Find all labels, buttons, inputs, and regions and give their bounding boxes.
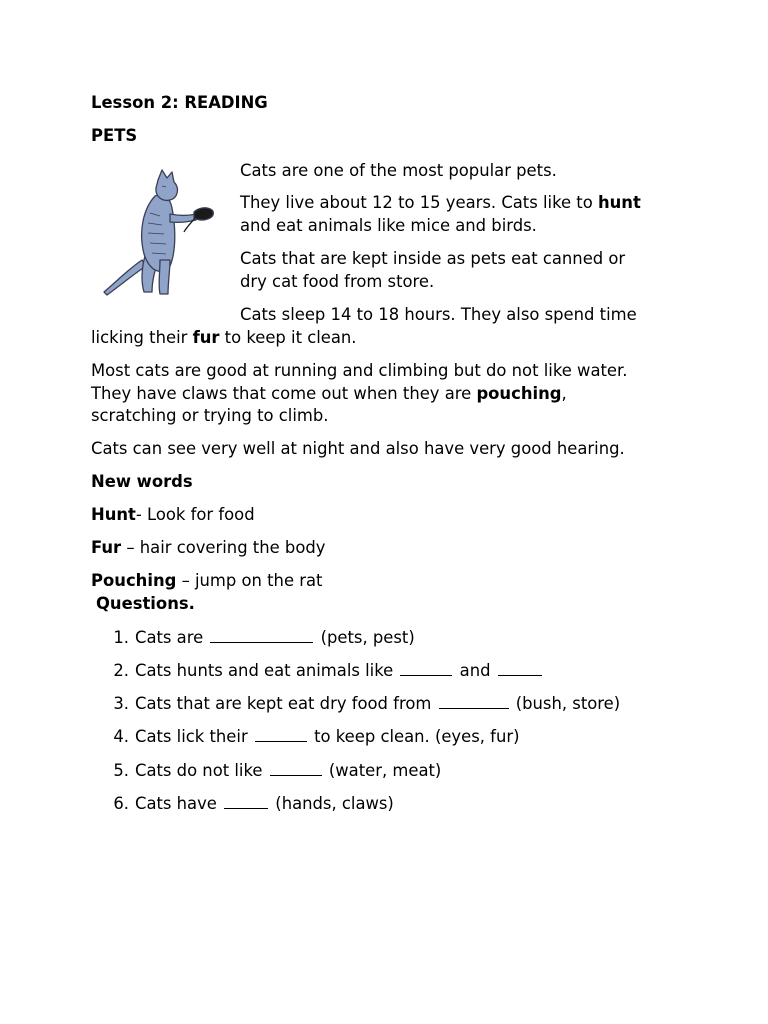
question-options: (hands, claws) (270, 794, 394, 813)
answer-blank[interactable] (210, 626, 313, 643)
paragraph-5-line-1: Most cats are good at running and climbing but do not like water. (91, 361, 628, 380)
new-word-definition: - Look for food (135, 505, 255, 524)
paragraph-4-text-end: to keep it clean. (219, 328, 357, 347)
new-words-heading: New words (91, 472, 193, 491)
question-number: 1. (113, 628, 129, 647)
question-text: Cats have (135, 794, 223, 813)
question-5 (107, 759, 441, 782)
question-text: Cats that are kept eat dry food from (135, 694, 437, 713)
paragraph-5-line-2 (91, 383, 567, 405)
question-options: to keep clean. (eyes, fur) (308, 727, 520, 746)
new-word-definition: – jump on the rat (176, 571, 323, 590)
paragraph-4-text: licking their (91, 328, 193, 347)
question-text: Cats do not like (135, 761, 268, 780)
paragraph-6: Cats can see very well at night and also have very good hearing. (91, 439, 625, 458)
question-number: 2. (113, 661, 129, 680)
paragraph-4-line-2 (91, 327, 357, 349)
question-text: Cats lick their (135, 727, 253, 746)
paragraph-5-comma: , (561, 384, 567, 403)
question-6 (107, 792, 394, 815)
new-word-fur (91, 537, 325, 559)
lesson-title: Lesson 2: READING (91, 93, 268, 112)
question-1 (107, 626, 415, 649)
question-text: Cats are (135, 628, 209, 647)
question-options: (pets, pest) (315, 628, 415, 647)
paragraph-2-line-1 (240, 192, 641, 214)
paragraph-3-line-1: Cats that are kept inside as pets eat canned or (240, 249, 626, 268)
cat-illustration-icon (100, 168, 222, 298)
answer-blank[interactable] (255, 725, 307, 742)
answer-blank[interactable] (224, 792, 268, 809)
question-3 (107, 692, 620, 715)
question-number: 6. (113, 794, 129, 813)
keyword-hunt: hunt (597, 193, 641, 212)
question-options: (bush, store) (510, 694, 621, 713)
paragraph-4-line-1: Cats sleep 14 to 18 hours. They also spend time (240, 305, 637, 324)
question-number: 3. (113, 694, 129, 713)
paragraph-5-text: They have claws that come out when they are (91, 384, 477, 403)
new-word-term: Hunt (91, 505, 136, 524)
paragraph-1: Cats are one of the most popular pets. (240, 161, 557, 180)
new-word-pouching (91, 570, 322, 592)
keyword-pouching: pouching (476, 384, 562, 403)
paragraph-2-line-2: and eat animals like mice and birds. (240, 216, 537, 235)
new-word-term: Pouching (91, 571, 177, 590)
answer-blank[interactable] (498, 659, 542, 676)
question-number: 5. (113, 761, 129, 780)
question-text: Cats hunts and eat animals like (135, 661, 399, 680)
question-options: (water, meat) (323, 761, 442, 780)
answer-blank[interactable] (270, 759, 322, 776)
keyword-fur: fur (192, 328, 220, 347)
paragraph-3-line-2: dry cat food from store. (240, 272, 435, 291)
question-2 (107, 659, 544, 682)
section-title: PETS (91, 126, 138, 145)
question-4 (107, 725, 519, 748)
new-word-definition: – hair covering the body (121, 538, 326, 557)
new-word-hunt (91, 504, 255, 526)
new-word-term: Fur (91, 538, 122, 557)
questions-heading: Questions. (96, 594, 195, 613)
paragraph-5-line-3: scratching or trying to climb. (91, 406, 329, 425)
question-number: 4. (113, 727, 129, 746)
answer-blank[interactable] (439, 692, 509, 709)
question-text-mid: and (454, 661, 496, 680)
answer-blank[interactable] (400, 659, 452, 676)
paragraph-2-text: They live about 12 to 15 years. Cats like to (240, 193, 598, 212)
